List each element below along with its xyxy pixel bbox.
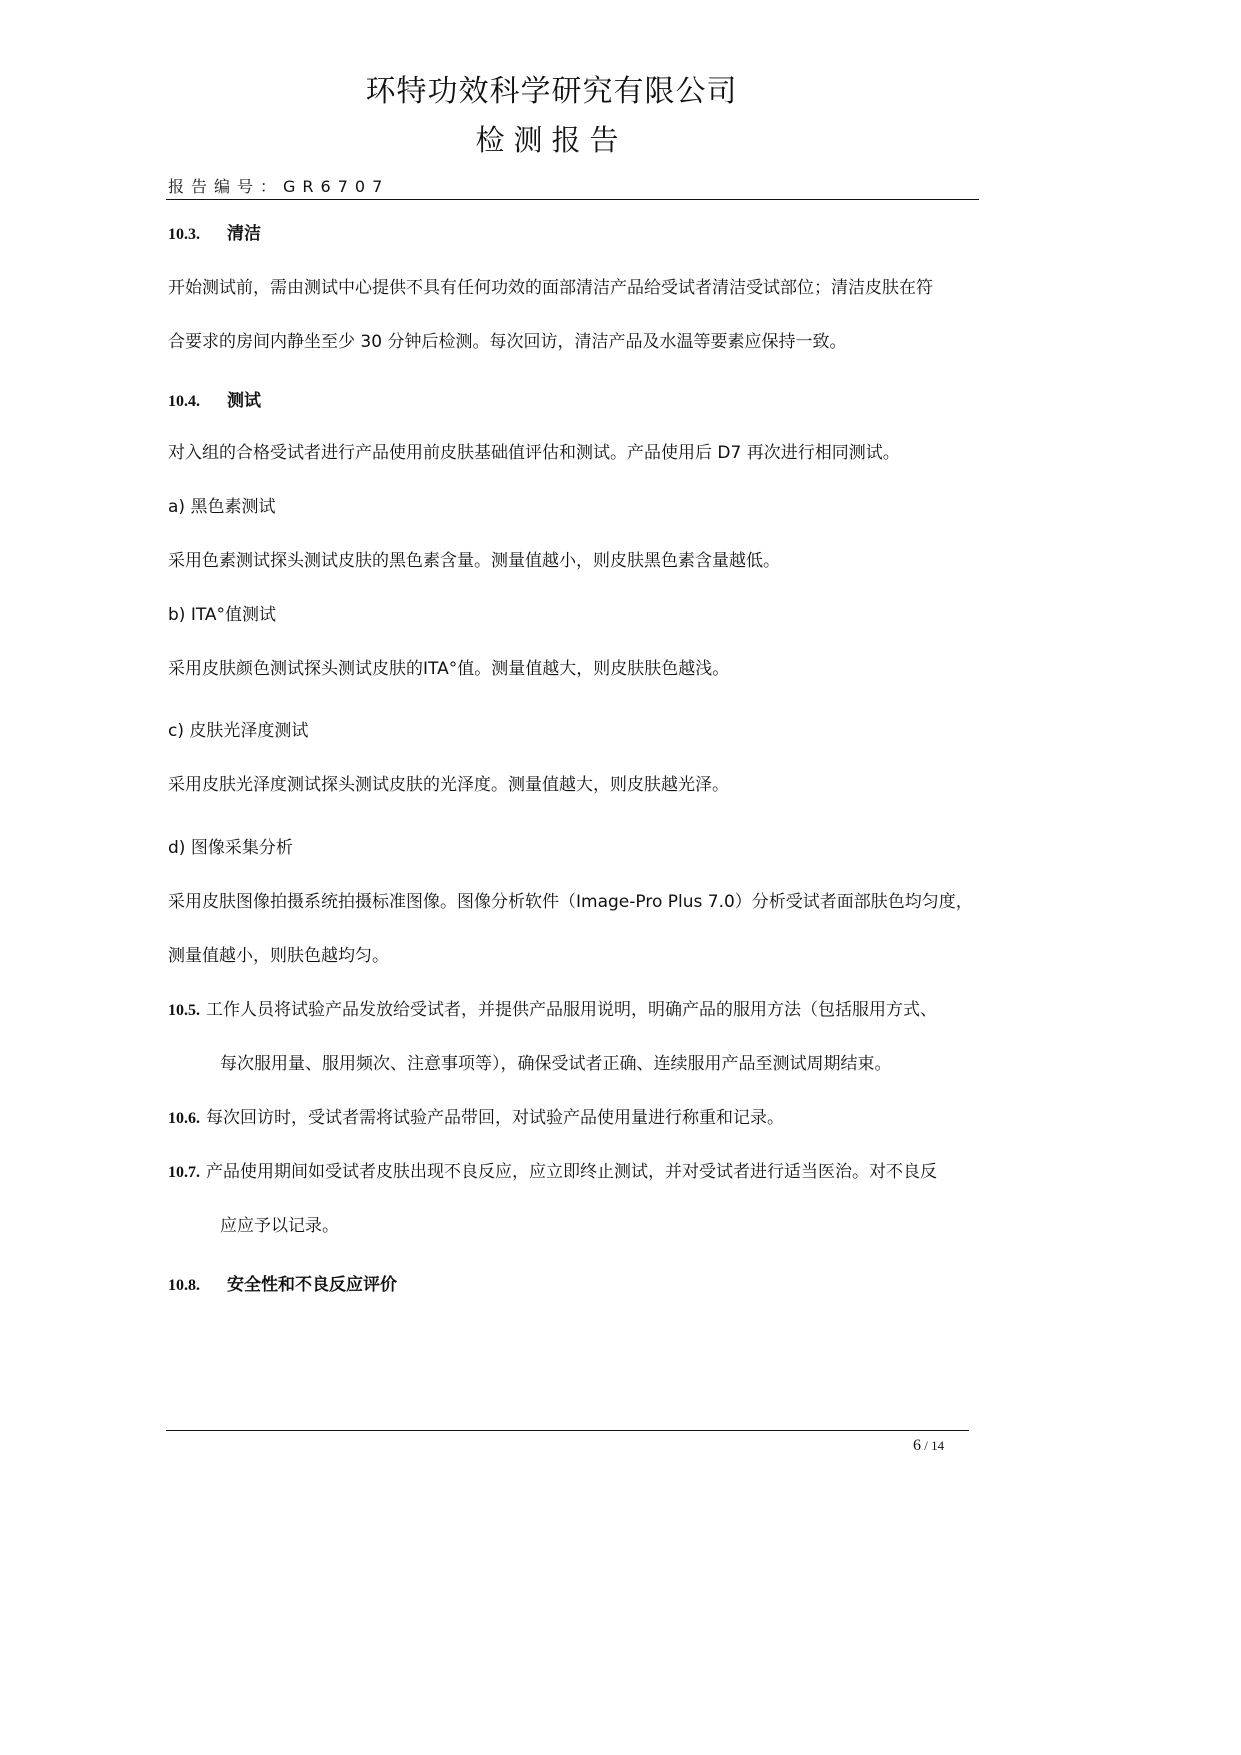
subitem-title: c) 皮肤光泽度测试 (168, 721, 309, 741)
current-page: 6 (913, 1437, 921, 1454)
paragraph-line: 每次服用量、服用频次、注意事项等），确保受试者正确、连续服用产品至测试周期结束。 (220, 1054, 892, 1074)
section-number: 10.5. (168, 1002, 200, 1019)
paragraph-line: 对入组的合格受试者进行产品使用前皮肤基础值评估和测试。产品使用后 D7 再次进行相同测试。 (168, 443, 900, 463)
report-number-value: GR6707 (283, 177, 390, 196)
subitem-title: a) 黑色素测试 (168, 497, 276, 517)
footer-divider (166, 1430, 969, 1431)
subitem-title: d) 图像采集分析 (168, 838, 293, 858)
header-divider (166, 199, 979, 200)
section-10-6 (168, 1103, 784, 1128)
section-number: 10.7. (168, 1164, 200, 1181)
paragraph-line: 采用皮肤颜色测试探头测试皮肤的ITA°值。测量值越大，则皮肤肤色越浅。 (168, 659, 730, 679)
section-10-7 (168, 1157, 937, 1182)
company-name: 环特功效科学研究有限公司 (365, 74, 738, 109)
report-number (168, 174, 389, 197)
paragraph-line: 每次回访时，受试者需将试验产品带回，对试验产品使用量进行称重和记录。 (206, 1108, 784, 1128)
paragraph-line: 测量值越小，则肤色越均匀。 (168, 946, 389, 966)
section-title: 安全性和不良反应评价 (227, 1275, 397, 1295)
section-title: 清洁 (227, 224, 261, 244)
section-number: 10.8. (168, 1277, 200, 1294)
paragraph-line: 产品使用期间如受试者皮肤出现不良反应，应立即终止测试，并对受试者进行适当医治。对不良反 (206, 1162, 937, 1182)
document-title: 检测报告 (475, 123, 628, 157)
paragraph-line: 合要求的房间内静坐至少 30 分钟后检测。每次回访，清洁产品及水温等要素应保持一致。 (168, 332, 847, 352)
section-number: 10.6. (168, 1110, 200, 1127)
section-number: 10.4. (168, 393, 200, 410)
section-10-5 (168, 995, 937, 1020)
section-title: 测试 (227, 391, 261, 411)
subitem-title: b) ITA°值测试 (168, 605, 277, 625)
section-10-4-heading (168, 386, 261, 411)
page-separator: / (921, 1438, 932, 1453)
paragraph-line: 开始测试前，需由测试中心提供不具有任何功效的面部清洁产品给受试者清洁受试部位；清洁皮肤在符 (168, 278, 933, 298)
paragraph-line: 采用色素测试探头测试皮肤的黑色素含量。测量值越小，则皮肤黑色素含量越低。 (168, 551, 780, 571)
section-10-3-heading (168, 219, 261, 244)
paragraph-line: 应应予以记录。 (220, 1216, 339, 1236)
paragraph-line: 采用皮肤图像拍摄系统拍摄标准图像。图像分析软件（Image-Pro Plus 7.0）分析受试者面部肤色均匀度， (168, 892, 973, 912)
report-number-label: 报告编号： (168, 177, 284, 196)
page-number (913, 1437, 944, 1455)
paragraph-line: 工作人员将试验产品发放给受试者，并提供产品服用说明，明确产品的服用方法（包括服用方式、 (206, 1000, 937, 1020)
total-pages: 14 (931, 1438, 945, 1453)
paragraph-line: 采用皮肤光泽度测试探头测试皮肤的光泽度。测量值越大，则皮肤越光泽。 (168, 775, 729, 795)
section-10-8-heading (168, 1270, 397, 1295)
section-number: 10.3. (168, 226, 200, 243)
